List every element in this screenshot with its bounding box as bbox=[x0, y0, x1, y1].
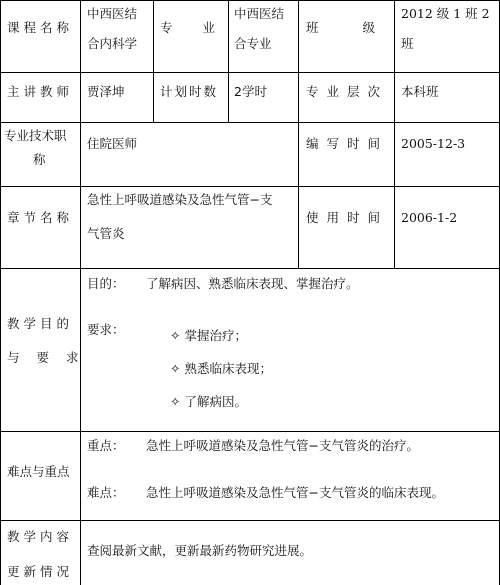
course-name-label bbox=[7, 16, 73, 40]
class-value-line1: 2012 级 1 班 2 bbox=[401, 6, 490, 21]
requirement-item-text: 了解病因。 bbox=[184, 394, 247, 409]
difficult-point-text: 急性上呼吸道感染及急性气管−支气管炎的临床表现。 bbox=[146, 485, 444, 500]
level-value: 本科班 bbox=[401, 84, 439, 99]
major-label bbox=[160, 16, 246, 40]
grid-line bbox=[0, 0, 500, 1]
focus-label: 难点与重点 bbox=[7, 464, 70, 479]
planned-hours-label: 计划时数 bbox=[160, 84, 219, 99]
class-value-line2: 班 bbox=[401, 36, 414, 51]
written-time-label: 编写时间 bbox=[306, 136, 389, 151]
title-label-line2: 称 bbox=[33, 152, 46, 167]
requirement-item bbox=[170, 359, 272, 379]
grid-line bbox=[394, 0, 395, 268]
planned-hours-value: 2学时 bbox=[234, 84, 267, 99]
chapter-value-line1: 急性上呼吸道感染及急性气管−支 bbox=[87, 192, 273, 207]
major-label-text: 专业 bbox=[160, 20, 246, 35]
update-value: 查阅最新文献，更新最新药物研究进展。 bbox=[87, 543, 313, 558]
grid-line bbox=[0, 520, 500, 521]
grid-line bbox=[0, 122, 500, 123]
course-name-value-line1: 中西医结 bbox=[87, 6, 138, 21]
grid-line bbox=[0, 72, 500, 73]
major-value-line1: 中西医结 bbox=[234, 6, 285, 21]
requirement-item-text: 熟悉临床表现； bbox=[184, 361, 272, 376]
grid-line bbox=[0, 0, 1, 585]
class-label-text: 班级 bbox=[306, 20, 420, 35]
diamond-bullet-icon: ✧ bbox=[170, 361, 181, 376]
diamond-bullet-icon: ✧ bbox=[170, 328, 181, 343]
course-name-value-line2: 合内科学 bbox=[87, 36, 138, 51]
written-time-value: 2005-12-3 bbox=[401, 136, 466, 151]
major-value-line2: 合专业 bbox=[234, 36, 272, 51]
grid-line bbox=[0, 268, 500, 269]
goal-prefix: 目的： bbox=[87, 276, 125, 291]
key-point-prefix: 重点： bbox=[87, 438, 125, 453]
difficult-point-prefix: 难点： bbox=[87, 485, 125, 500]
grid-line bbox=[0, 186, 500, 187]
teacher-value: 贾泽坤 bbox=[87, 84, 125, 99]
update-label-line2: 更新情况 bbox=[7, 564, 74, 579]
grid-line bbox=[298, 0, 299, 268]
goal-text: 了解病因、熟悉临床表现、掌握治疗。 bbox=[146, 276, 359, 291]
chapter-label: 章节名称 bbox=[7, 210, 74, 225]
course-name-label-text: 课程名称 bbox=[7, 20, 74, 35]
update-label-line1: 教学内容 bbox=[7, 529, 74, 544]
chapter-value-line2: 气管炎 bbox=[87, 226, 125, 241]
grid-line bbox=[0, 431, 500, 432]
requirement-item-text: 掌握治疗； bbox=[184, 328, 247, 343]
objectives-label-line1: 教学目的 bbox=[7, 316, 74, 331]
used-time-label: 使用时间 bbox=[306, 210, 389, 225]
objectives-label-line2: 与要求 bbox=[7, 350, 96, 365]
key-point-text: 急性上呼吸道感染及急性气管−支气管炎的治疗。 bbox=[146, 438, 419, 453]
teacher-label: 主讲教师 bbox=[7, 84, 74, 99]
title-label-line1: 专业技术职 bbox=[4, 128, 67, 143]
used-time-value: 2006-1-2 bbox=[401, 210, 458, 225]
requirement-prefix: 要求： bbox=[87, 322, 125, 337]
requirement-item bbox=[170, 326, 247, 346]
diamond-bullet-icon: ✧ bbox=[170, 394, 181, 409]
title-value: 住院医师 bbox=[87, 136, 138, 151]
grid-line bbox=[153, 0, 154, 122]
grid-line bbox=[80, 0, 81, 585]
level-label: 专业层次 bbox=[306, 84, 389, 99]
requirement-item bbox=[170, 392, 247, 412]
